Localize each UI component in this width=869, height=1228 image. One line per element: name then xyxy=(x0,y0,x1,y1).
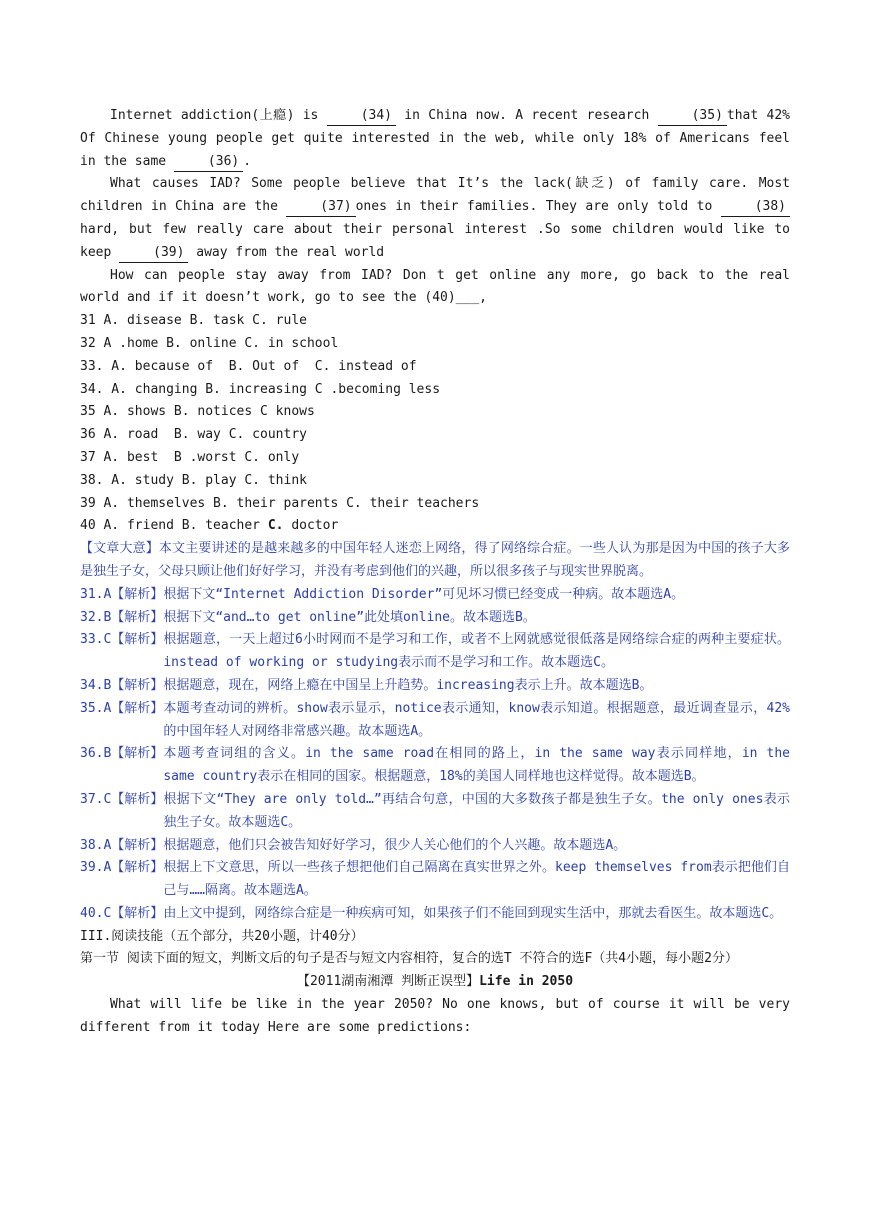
explanation-32 xyxy=(80,607,790,630)
option-text: doctor xyxy=(283,518,339,534)
summary xyxy=(80,538,790,584)
explanation-label: 34.B【解析】 xyxy=(80,677,164,693)
option-line-40 xyxy=(80,515,790,538)
explanations-list xyxy=(80,584,790,926)
explanation-38 xyxy=(80,835,790,858)
explanation-label: 38.A【解析】 xyxy=(80,837,164,853)
passage-text: in China now. A recent research xyxy=(396,108,658,123)
summary-text: 本文主要讲述的是越来越多的中国年轻人迷恋上网络，得了网络综合症。一些人认为那是因为中国的孩子大多是独生子女，父母只顾让他们好好学习，并没有考虑到他们的兴趣，所以很多孩子与现实世界脱离。 xyxy=(80,541,790,579)
blank-36: (36) xyxy=(174,153,243,172)
blank-37: (37) xyxy=(286,198,355,217)
explanation-label: 31.A【解析】 xyxy=(80,586,164,602)
reading-intro: What will life be like in the year 2050? No one knows, but of course it will be very different from it today Here are some predictions: xyxy=(80,997,790,1035)
explanation-text: 本题考查词组的含义。in the same road在相同的路上，in the same way表示同样地，in the same country表示在相同的国家。根据题意，18%的美国人同样地也这样觉得。故本题选B。 xyxy=(163,746,790,785)
explanation-37 xyxy=(80,789,790,835)
explanation-36 xyxy=(80,743,790,789)
explanation-text: 根据题意，一天上超过6小时网而不是学习和工作，或者不上网就感觉很低落是网络综合症的两种主要症状。instead of working or studying表示而不是学习和工作。故本题选C。 xyxy=(163,632,790,671)
passage-text: . xyxy=(243,153,252,169)
passage-text: away from the real world xyxy=(188,244,385,260)
explanation-label: 33.C【解析】 xyxy=(80,632,164,648)
option-line-38: 38. A. study B. play C. think xyxy=(80,472,307,488)
explanation-text: 本题考查动词的辨析。show表示显示，notice表示通知，know表示知道。根据题意，最近调查显示，42%的中国年轻人对网络非常感兴趣。故本题选A。 xyxy=(163,700,790,739)
explanation-text: 根据下文“Internet Addiction Disorder”可见坏习惯已经变成一种病。故本题选A。 xyxy=(163,586,685,602)
explanation-text: 根据下文“They are only told…”再结合句意，中国的大多数孩子都是独生子女。the only ones表示独生子女。故本题选C。 xyxy=(163,791,790,830)
passage-text: hard, but few really care about their personal interest .So some children would like to keep xyxy=(80,221,790,260)
blank-38: (38) xyxy=(721,198,790,217)
explanation-text: 根据上下文意思，所以一些孩子想把他们自己隔离在真实世界之外。keep themselves from表示把他们自己与……隔离。故本题选A。 xyxy=(163,860,790,899)
explanation-33 xyxy=(80,629,790,675)
option-line-33: 33. A. because of B. Out of C. instead of xyxy=(80,358,417,374)
option-line-37: 37 A. best B .worst C. only xyxy=(80,449,300,465)
passage-paragraph-1 xyxy=(80,105,790,173)
option-line-36: 36 A. road B. way C. country xyxy=(80,427,307,443)
explanation-label: 40.C【解析】 xyxy=(80,905,164,921)
option-c-label: C. xyxy=(267,518,284,534)
document-page xyxy=(80,105,790,1040)
option-text: 40 A. friend B. teacher xyxy=(80,518,268,534)
option-line-31: 31 A. disease B. task C. rule xyxy=(80,313,307,329)
reading-title xyxy=(80,971,790,994)
explanation-label: 39.A【解析】 xyxy=(80,860,164,876)
explanation-label: 35.A【解析】 xyxy=(80,700,164,716)
passage-text: How can people stay away from IAD? Don t get online any more, go back to the real world and if it doesn’t work, go to see the (40)___, xyxy=(80,267,790,306)
options-list xyxy=(80,310,790,538)
passage-text: that 42% Of Chinese young people get quite interested in the web, while only 18% of Americans feel in the same xyxy=(80,108,790,169)
passage-paragraph-3 xyxy=(80,265,790,311)
explanation-label: 37.C【解析】 xyxy=(80,791,164,807)
explanation-text: 根据题意，他们只会被告知好好学习，很少人关心他们的个人兴趣。故本题选A。 xyxy=(163,837,627,853)
explanation-text: 由上文中提到，网络综合症是一种疾病可知，如果孩子们不能回到现实生活中，那就去看医生。故本题选C。 xyxy=(163,905,783,921)
section-heading: III.阅读技能（五个部分，共20小题，计40分） xyxy=(80,928,364,944)
summary-label: 【文章大意】 xyxy=(80,541,159,557)
explanation-39 xyxy=(80,857,790,903)
option-line-34: 34. A. changing B. increasing C .becoming less xyxy=(80,381,441,397)
passage-text: ones in their families. They are only told to xyxy=(355,199,721,215)
blank-39: (39) xyxy=(119,244,188,263)
explanation-35 xyxy=(80,698,790,744)
explanation-40 xyxy=(80,903,790,926)
option-line-32: 32 A .home B. online C. in school xyxy=(80,335,339,351)
passage-text: What causes IAD? Some people believe that It’s the lack(缺乏) of family care. Most children in China are the xyxy=(80,176,790,215)
explanation-text: 根据下文“and…to get online”此处填online。故本题选B。 xyxy=(163,609,536,625)
explanation-34 xyxy=(80,675,790,698)
option-line-39: 39 A. themselves B. their parents C. their teachers xyxy=(80,495,480,511)
blank-34: (34) xyxy=(327,107,396,126)
reading-source-tag: 【2011湖南湘潭 判断正误型】 xyxy=(296,974,480,990)
section-instruction: 第一节 阅读下面的短文，判断文后的句子是否与短文内容相符，复合的选T 不符合的选F（共4小题，每小题2分） xyxy=(80,951,738,967)
option-line-35: 35 A. shows B. notices C knows xyxy=(80,404,315,420)
passage-paragraph-2 xyxy=(80,173,790,264)
explanation-31 xyxy=(80,584,790,607)
blank-35: (35) xyxy=(658,107,727,126)
passage-text: Internet addiction(上瘾) is xyxy=(110,108,327,123)
explanation-text: 根据题意，现在，网络上瘾在中国呈上升趋势。increasing表示上升。故本题选B。 xyxy=(163,677,653,693)
reading-title-text: Life in 2050 xyxy=(479,974,574,990)
explanation-label: 32.B【解析】 xyxy=(80,609,164,625)
explanation-label: 36.B【解析】 xyxy=(80,746,164,762)
